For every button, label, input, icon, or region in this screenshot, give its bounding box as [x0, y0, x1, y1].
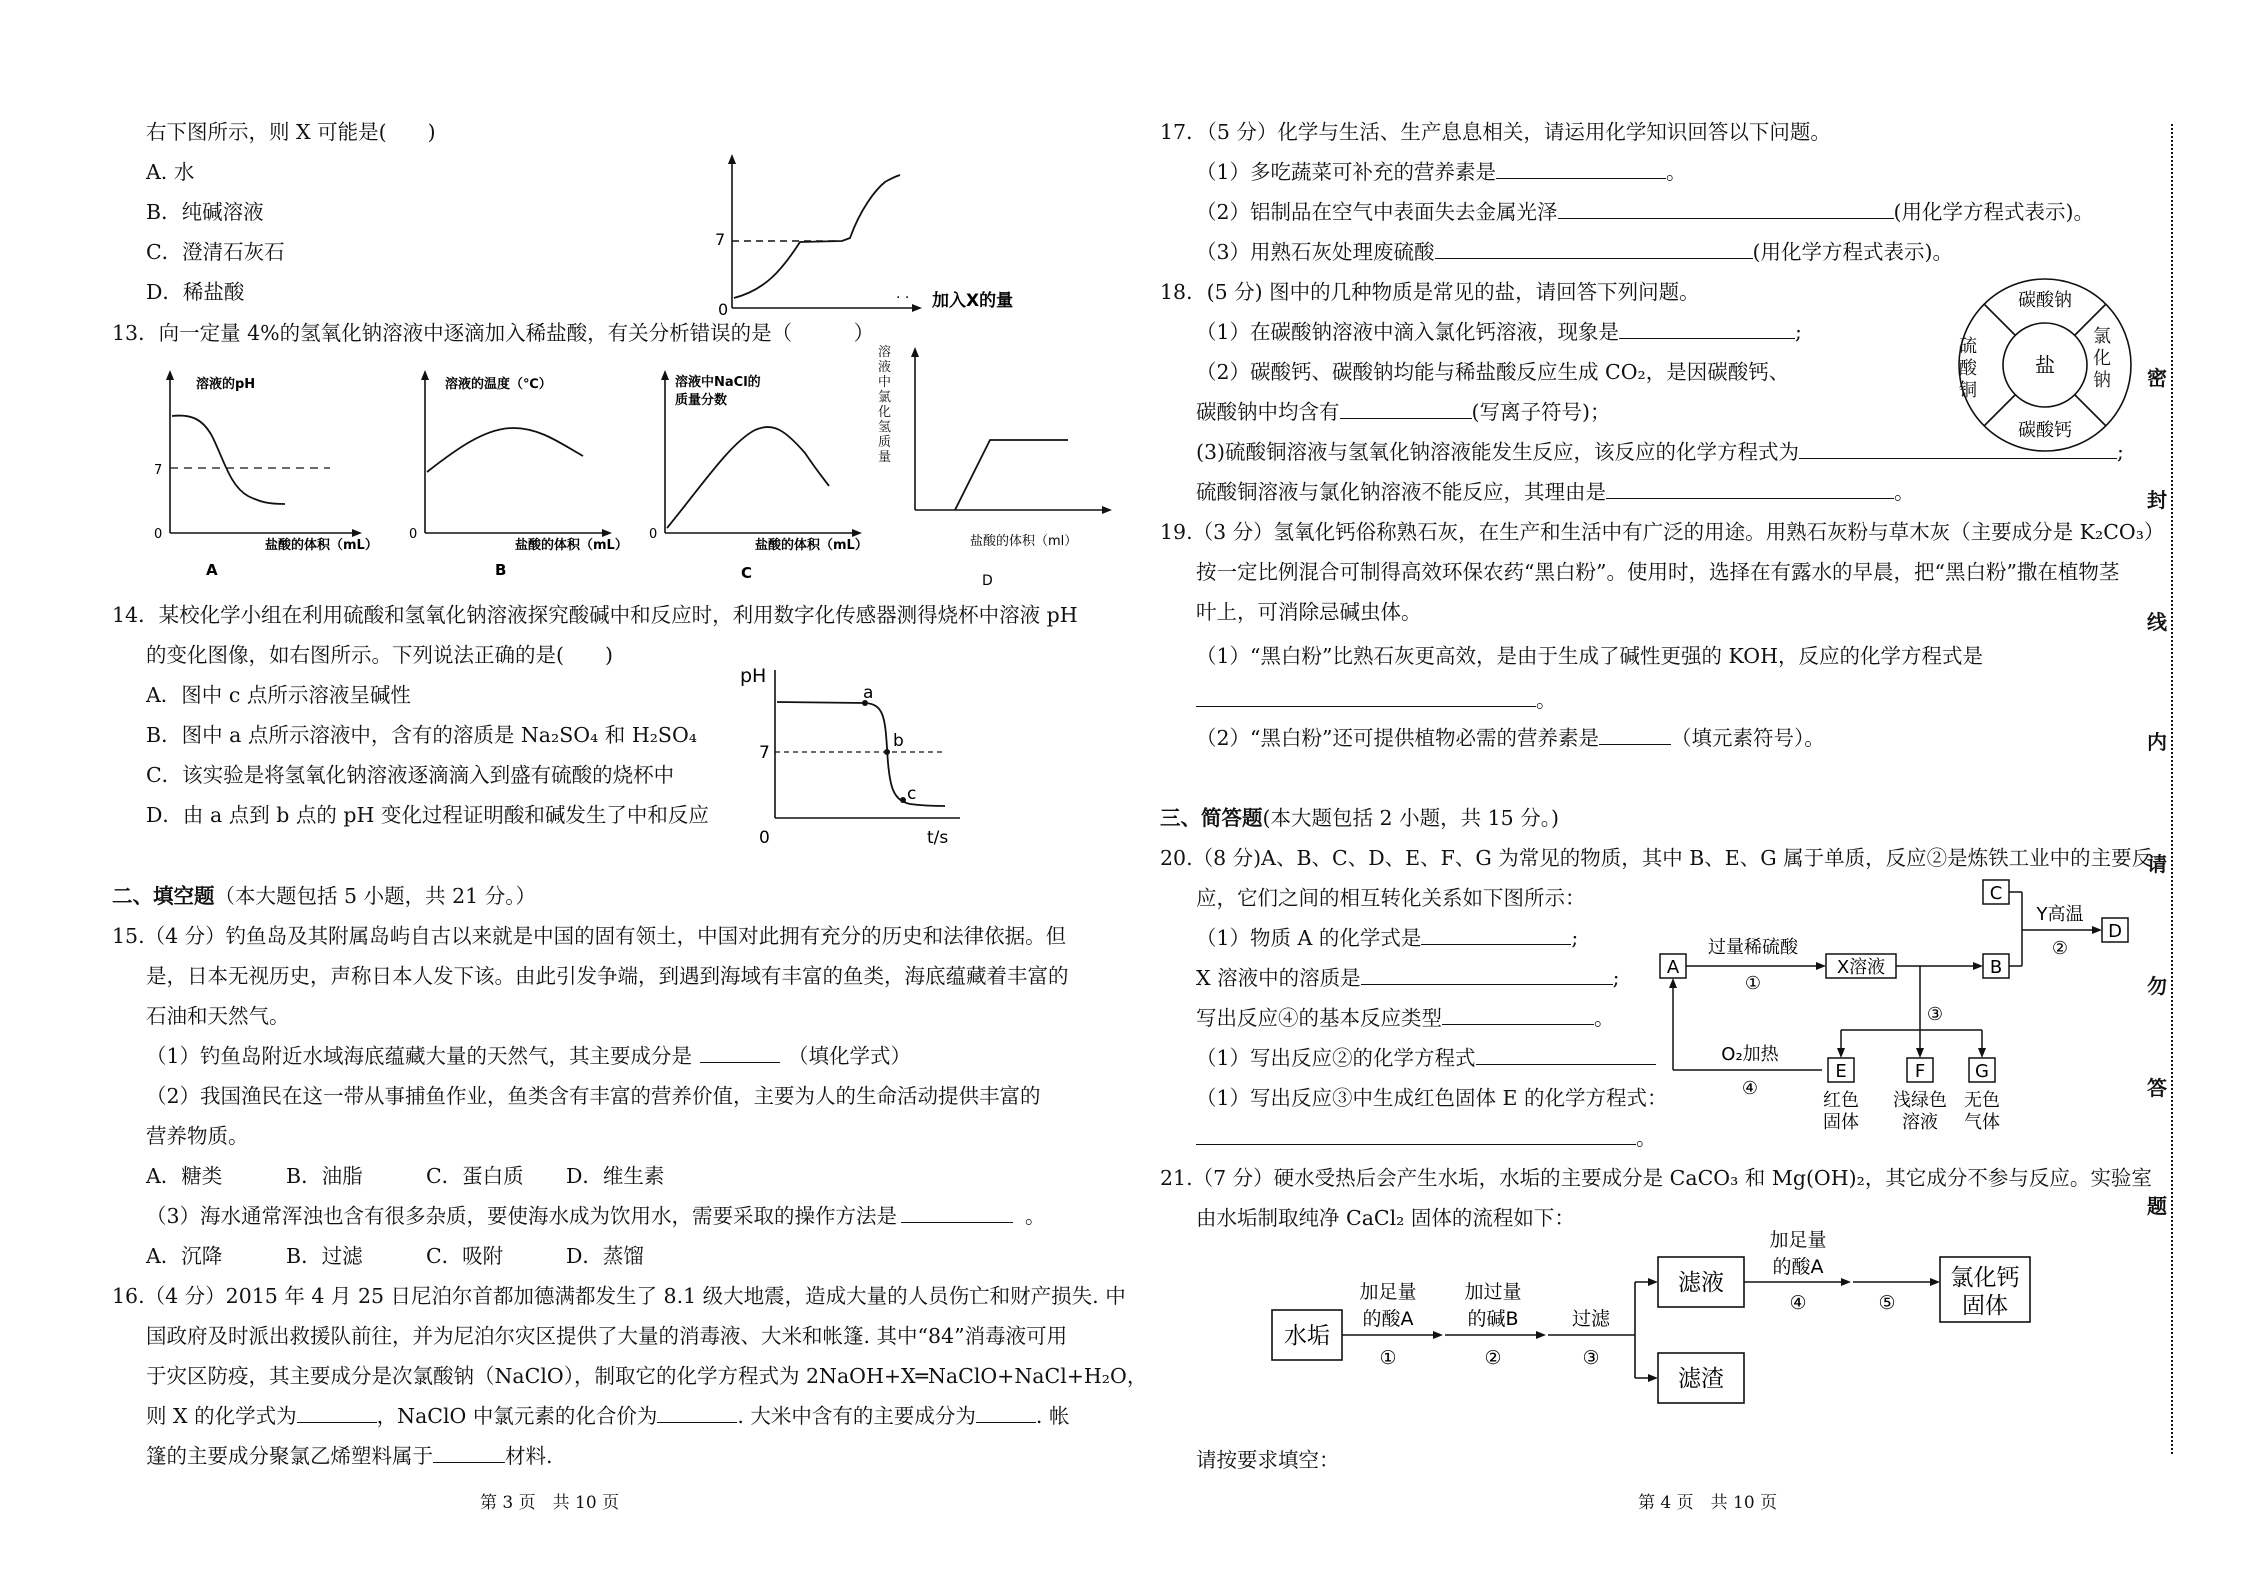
q15-sub-2: （2）我国渔民在这一带从事捕鱼作业，鱼类含有丰富的营养价值，主要为人的生命活动提供丰富的	[146, 1084, 1041, 1108]
seal-char-1: 密	[2147, 366, 2167, 390]
q17-line-1: 17．（5 分）化学与生活、生产息息相关，请运用化学知识回答以下问题。	[1160, 120, 1831, 144]
q13c-label: C	[741, 564, 753, 582]
q15-line-2: 是，日本无视历史，声称日本人发下该。由此引发争端，到遇到海域有丰富的鱼类，海底蕴藏着丰富的	[146, 964, 1069, 988]
q19-blank-1[interactable]	[1196, 682, 1536, 707]
q13b-origin: 0	[409, 527, 418, 542]
q14-option-d: D．由 a 点到 b 点的 pH 变化过程证明酸和碱发生了中和反应	[146, 803, 709, 827]
q12-dots: · ·	[896, 290, 910, 306]
q16-line-5	[146, 1436, 553, 1476]
q20-sub-2-text: X 溶液中的溶质是	[1196, 966, 1361, 990]
q15-line-3: 石油和天然气。	[146, 1004, 290, 1028]
seal-char-2: 封	[2147, 488, 2167, 512]
q12-ph-figure	[700, 150, 1030, 325]
q19-line-3: 叶上，可消除忌碱虫体。	[1196, 600, 1422, 624]
q13b-ylabel: 溶液的温度（℃）	[445, 377, 552, 392]
q15-option2-b: B．过滤	[286, 1244, 363, 1268]
q18-sub-3-text: (3)硫酸铜溶液与氢氧化钠溶液能发生反应，该反应的化学方程式为	[1196, 440, 1800, 464]
q15-option-c: C．蛋白质	[426, 1164, 524, 1188]
q20-blank-3[interactable]	[1442, 1000, 1594, 1025]
q13d-ylabel: 溶液中氯化氢质量	[878, 345, 892, 465]
q20-blank-5[interactable]	[1196, 1120, 1636, 1145]
q15-sub-3-tail: 。	[1025, 1204, 1046, 1228]
q21-num-2: ②	[1484, 1347, 1502, 1369]
q14-ph-figure	[735, 658, 975, 853]
seal-char-6: 勿	[2147, 974, 2167, 998]
page-footer-right: 第 4 页 共 10 页	[1638, 1493, 1778, 1513]
q20-sub-4-text: （1）写出反应②的化学方程式	[1196, 1046, 1476, 1070]
q21-step4-2: 的酸A	[1772, 1256, 1824, 1278]
section-3-title: 三、简答题	[1160, 806, 1263, 830]
q15-blank-1[interactable]	[700, 1038, 780, 1063]
q20-sub-5: （1）写出反应③中生成红色固体 E 的化学方程式：	[1196, 1086, 1668, 1110]
q15-option2-d: D．蒸馏	[566, 1244, 644, 1268]
q20-label-x: X溶液	[1836, 957, 1886, 978]
q20-sub-1-tail: ;	[1571, 926, 1579, 950]
q13c-origin: 0	[649, 527, 658, 542]
q18-blank-2[interactable]	[1340, 394, 1472, 419]
q20-g-desc-2: 气体	[1964, 1112, 2000, 1133]
q13a-label: A	[206, 561, 218, 579]
q12-origin: 0	[718, 300, 729, 319]
q20-flow-diagram	[1650, 870, 2140, 1140]
seal-char-4: 内	[2147, 730, 2167, 754]
q13c-ylabel2: 质量分数	[675, 393, 728, 408]
q20-reaction-1: 过量稀硫酸	[1708, 937, 1798, 958]
q18-sub-3-tail: ;	[2117, 440, 2124, 464]
q17-sub-2-text: （2）铝制品在空气中表面失去金属光泽	[1196, 200, 1558, 224]
q20-blank-2[interactable]	[1361, 960, 1613, 985]
q17-sub-1	[1196, 152, 1687, 192]
q20-sub-1	[1196, 918, 1578, 958]
q18-sub-1-text: （1）在碳酸钠溶液中滴入氯化钙溶液，现象是	[1196, 320, 1620, 344]
section-3-header	[1160, 798, 1559, 838]
section-2-header	[112, 876, 536, 916]
page-footer-left: 第 3 页 共 10 页	[480, 1493, 620, 1513]
q21-label-residue: 滤渣	[1678, 1366, 1724, 1392]
section-3-note: (本大题包括 2 小题，共 15 分。)	[1262, 806, 1559, 830]
q13a-origin: 0	[154, 527, 163, 542]
q14-option-a: A．图中 c 点所示溶液呈碱性	[146, 683, 411, 707]
q14-origin: 0	[759, 828, 770, 848]
q17-blank-1[interactable]	[1496, 154, 1666, 179]
q20-e-desc-1: 红色	[1823, 1090, 1859, 1111]
q20-label-e: E	[1835, 1061, 1847, 1082]
q20-sub-2	[1196, 958, 1620, 998]
q19-sub-1-answer	[1196, 680, 1557, 720]
q14-stem-1: 14．某校化学小组在利用硫酸和氢氧化钠溶液探究酸碱中和反应时，利用数字化传感器测得烧杯中溶液 pH	[112, 603, 1078, 627]
q17-sub-1-text: （1）多吃蔬菜可补充的营养素是	[1196, 160, 1497, 184]
q14-point-a: a	[863, 683, 874, 703]
q20-label-d: D	[2108, 921, 2122, 942]
q13a-xlabel: 盐酸的体积（mL）	[265, 538, 378, 553]
q21-line-1: 21.（7 分）硬水受热后会产生水垢，水垢的主要成分是 CaCO₃ 和 Mg(OH)₂，其它成分不参与反应。实验室	[1160, 1166, 2152, 1190]
q13a-curve	[172, 416, 285, 504]
q17-sub-3-tail: (用化学方程式表示)。	[1752, 240, 1954, 264]
q13-figure-b	[405, 368, 630, 588]
q17-sub-3	[1196, 232, 1953, 272]
q13-stem: 13．向一定量 4%的氢氧化钠溶液中逐滴加入稀盐酸，有关分析错误的是（ ）	[112, 321, 875, 345]
q16-l4c: . 大米中含有的主要成分为	[737, 1404, 976, 1428]
q17-sub-2	[1196, 192, 2094, 232]
q20-g-desc-1: 无色	[1964, 1090, 2000, 1111]
q19-sub-2-text: （2）“黑白粉”还可提供植物必需的营养素是	[1196, 726, 1600, 750]
q21-step2-2: 的碱B	[1467, 1308, 1519, 1330]
q13c-ylabel1: 溶液中NaCl的	[675, 375, 761, 390]
q18-blank-4[interactable]	[1606, 474, 1894, 499]
q21-line-2: 由水垢制取纯净 CaCl₂ 固体的流程如下：	[1196, 1206, 1575, 1230]
q18-sub-3c-text: 硫酸铜溶液与氯化钠溶液不能反应，其理由是	[1196, 480, 1606, 504]
q15-options-1	[146, 1156, 664, 1196]
q13c-curve	[667, 427, 829, 528]
q12-option-b: B．纯碱溶液	[146, 200, 264, 224]
q15-options-2	[146, 1236, 644, 1276]
q16-l4b: ，NaClO 中氯元素的化合价为	[376, 1404, 658, 1428]
q12-tick7: 7	[715, 230, 726, 249]
q14-xlabel: t/s	[927, 828, 949, 848]
q17-blank-3[interactable]	[1435, 234, 1753, 259]
seal-dotted-line	[2171, 124, 2173, 1454]
q17-sub-2-tail: (用化学方程式表示)。	[1893, 200, 2095, 224]
q20-sub-5-answer	[1196, 1118, 1657, 1158]
q20-sub-1-text: （1）物质 A 的化学式是	[1196, 926, 1422, 950]
q13-figure-d	[900, 345, 1125, 595]
q18-sub-1-tail: ;	[1795, 320, 1802, 344]
q21-num-5: ⑤	[1878, 1292, 1896, 1314]
q14-curve	[777, 702, 945, 806]
q15-sub-1-tail: （填化学式）	[788, 1044, 912, 1068]
q16-blank-1[interactable]	[297, 1398, 377, 1423]
q18-wheel-bottom: 碳酸钙	[2018, 420, 2072, 441]
q18-sub-1	[1196, 312, 1802, 352]
q21-label-cacl2-2: 固体	[1962, 1293, 2008, 1319]
q20-sub-4	[1196, 1038, 1656, 1078]
q20-num-1: ①	[1744, 973, 1762, 994]
q12-option-c: C．澄清石灰石	[146, 240, 285, 264]
q20-blank-4[interactable]	[1476, 1040, 1656, 1065]
q20-f-desc-2: 溶液	[1902, 1112, 1938, 1133]
q14-ylabel: pH	[740, 665, 767, 687]
q13a-tick7: 7	[154, 463, 163, 478]
q15-sub-2b: 营养物质。	[146, 1124, 249, 1148]
q18-wheel-top: 碳酸钠	[2018, 290, 2072, 311]
q16-blank-4[interactable]	[433, 1438, 505, 1463]
q15-option-b: B．油脂	[286, 1164, 363, 1188]
q13b-curve	[427, 428, 583, 472]
q14-stem-2: 的变化图像，如右图所示。下列说法正确的是( )	[146, 643, 613, 667]
q17-sub-1-tail: 。	[1666, 160, 1687, 184]
q21-num-4: ④	[1789, 1292, 1807, 1314]
q15-sub-3-text: （3）海水通常浑浊也含有很多杂质，要使海水成为饮用水，需要采取的操作方法是	[146, 1204, 898, 1228]
q12-tail: 右下图所示，则 X 可能是( )	[146, 120, 436, 144]
q14-option-c: C．该实验是将氢氧化钠溶液逐滴滴入到盛有硫酸的烧杯中	[146, 763, 675, 787]
q20-reaction-4: O₂加热	[1721, 1044, 1779, 1065]
q20-line-1: 20.（8 分)A、B、C、D、E、F、G 为常见的物质，其中 B、E、G 属于单质，反应②是炼铁工业中的主要反	[1160, 846, 2153, 870]
q18-sub-2b	[1196, 392, 1611, 432]
q15-blank-3[interactable]	[901, 1198, 1013, 1223]
q13b-label: B	[495, 561, 507, 579]
q21-tail: 请按要求填空：	[1196, 1448, 1340, 1472]
section-2-note: （本大题包括 5 小题，共 21 分。）	[214, 884, 536, 908]
q15-sub-1-text: （1）钓鱼岛附近水域海底蕴藏大量的天然气，其主要成分是	[146, 1044, 693, 1068]
section-2-title: 二、填空题	[112, 884, 215, 908]
q20-sub-2-tail: ;	[1612, 966, 1620, 990]
q20-label-c: C	[1989, 883, 2003, 904]
q12-option-d: D．稀盐酸	[146, 280, 245, 304]
q20-sub-3-tail: 。	[1594, 1006, 1615, 1030]
q19-line-2: 按一定比例混合可制得高效环保农药“黑白粉”。使用时，选择在有露水的早晨，把“黑白粉”撒在植物茎	[1196, 560, 2120, 584]
q20-e-desc-2: 固体	[1823, 1112, 1859, 1133]
q12-option-a: A. 水	[146, 160, 195, 184]
q20-num-3: ③	[1926, 1004, 1944, 1025]
q18-sub-2: （2）碳酸钙、碳酸钠均能与稀盐酸反应生成 CO₂，是因碳酸钙、	[1196, 360, 1790, 384]
q21-num-1: ①	[1379, 1347, 1397, 1369]
q18-wheel-right: 氯化钠	[2093, 326, 2111, 391]
q13d-label: D	[982, 573, 993, 589]
q16-line-3: 于灾区防疫，其主要成分是次氯酸钠（NaClO），制取它的化学方程式为 2NaOH+X═NaClO+NaCl+H₂O，	[146, 1364, 1148, 1388]
q20-line-2: 应，它们之间的相互转化关系如下图所示：	[1196, 886, 1586, 910]
q18-sub-3c-tail: 。	[1894, 480, 1915, 504]
q21-num-3: ③	[1582, 1347, 1600, 1369]
q20-num-2: ②	[2051, 938, 2069, 959]
q15-line-1: 15.（4 分）钓鱼岛及其附属岛屿自古以来就是中国的固有领土，中国对此拥有充分的历史和法律依据。但	[112, 924, 1067, 948]
q21-step2-1: 加过量	[1464, 1281, 1522, 1303]
q15-option2-c: C．吸附	[426, 1244, 504, 1268]
q15-option2-a: A．沉降	[146, 1244, 223, 1268]
q18-line-1: 18．(5 分) 图中的几种物质是常见的盐，请回答下列问题。	[1160, 280, 1700, 304]
q15-sub-3	[146, 1196, 1046, 1236]
q16-line-2: 国政府及时派出救援队前往，并为尼泊尔灾区提供了大量的消毒液、大米和帐篷. 其中“84”消毒液可用	[146, 1324, 1068, 1348]
q19-sub-2-tail: （填元素符号）。	[1671, 726, 1825, 750]
q21-step1-1: 加足量	[1359, 1281, 1417, 1303]
seal-char-7: 答	[2147, 1076, 2167, 1100]
q20-f-desc-1: 浅绿色	[1893, 1090, 1947, 1111]
q15-option-a: A．糖类	[146, 1164, 223, 1188]
q12-curve	[734, 175, 900, 298]
q20-num-4: ④	[1741, 1078, 1759, 1099]
q20-sub-3-text: 写出反应④的基本反应类型	[1196, 1006, 1442, 1030]
q20-sub-5-tail: 。	[1636, 1126, 1657, 1150]
seal-char-5: 请	[2147, 852, 2167, 876]
q16-l5b: 材料.	[505, 1444, 553, 1468]
q20-label-g: G	[1975, 1061, 1989, 1082]
q16-blank-3[interactable]	[976, 1398, 1036, 1423]
q20-blank-1[interactable]	[1421, 920, 1571, 945]
q19-line-1: 19.（3 分）氢氧化钙俗称熟石灰，在生产和生活中有广泛的用途。用熟石灰粉与草木灰（主要成分是 K₂CO₃）	[1160, 520, 2165, 544]
q16-l4d: . 帐	[1035, 1404, 1070, 1428]
q15-sub-1	[146, 1036, 911, 1076]
q21-step1-2: 的酸A	[1362, 1308, 1414, 1330]
q18-blank-1[interactable]	[1619, 314, 1795, 339]
q14-point-b: b	[893, 731, 904, 751]
q16-line-1: 16.（4 分）2015 年 4 月 25 日尼泊尔首都加德满都发生了 8.1 级大地震，造成大量的人员伤亡和财产损失. 中	[112, 1284, 1126, 1308]
q13a-ylabel: 溶液的pH	[196, 377, 256, 392]
q18-sub-3c	[1196, 472, 1915, 512]
q17-sub-3-text: （3）用熟石灰处理废硫酸	[1196, 240, 1435, 264]
q13b-xlabel: 盐酸的体积（mL）	[515, 538, 628, 553]
q12-xlabel: 加入X的量	[932, 291, 1014, 311]
q21-step3: 过滤	[1571, 1308, 1611, 1330]
q13-figure-a	[150, 368, 378, 588]
q14-point-c: c	[907, 784, 917, 804]
q16-blank-2[interactable]	[657, 1398, 737, 1423]
q18-sub-2b-tail: (写离子符号)；	[1471, 400, 1611, 424]
q14-option-b: B．图中 a 点所示溶液中，含有的溶质是 Na₂SO₄ 和 H₂SO₄	[146, 723, 697, 747]
q19-sub-1-tail: 。	[1536, 688, 1557, 712]
q20-label-a: A	[1666, 957, 1680, 978]
q20-reaction-2: Y高温	[2036, 904, 2084, 925]
q17-blank-2[interactable]	[1558, 194, 1894, 219]
q16-l4a: 则 X 的化学式为	[146, 1404, 297, 1428]
q19-blank-2[interactable]	[1599, 720, 1671, 745]
q16-line-4	[146, 1396, 1069, 1436]
q13d-curve	[955, 440, 1068, 510]
q19-sub-2	[1196, 718, 1825, 758]
q19-sub-1: （1）“黑白粉”比熟石灰更高效，是由于生成了碱性更强的 KOH，反应的化学方程式是	[1196, 644, 1983, 668]
q13-figure-c	[645, 368, 875, 588]
q20-sub-3	[1196, 998, 1615, 1038]
q14-tick7: 7	[759, 743, 770, 763]
q18-wheel-left: 硫酸铜	[1959, 336, 1977, 401]
q20-label-f: F	[1914, 1061, 1926, 1082]
q15-option-d: D．维生素	[566, 1164, 665, 1188]
q21-step4-1: 加足量	[1769, 1229, 1827, 1251]
q21-label-filtrate: 滤液	[1678, 1270, 1724, 1296]
q18-sub-2b-text: 碳酸钠中均含有	[1196, 400, 1340, 424]
q20-label-b: B	[1989, 957, 2003, 978]
q21-flow-diagram	[1255, 1225, 2035, 1430]
q21-label-cacl2-1: 氯化钙	[1950, 1265, 2020, 1291]
seal-char-3: 线	[2147, 610, 2167, 634]
q13d-xlabel: 盐酸的体积（ml）	[970, 534, 1078, 549]
q18-wheel-center: 盐	[2035, 353, 2055, 377]
q16-l5a: 篷的主要成分聚氯乙烯塑料属于	[146, 1444, 433, 1468]
q21-label-scale: 水垢	[1284, 1323, 1330, 1349]
seal-char-8: 题	[2147, 1194, 2167, 1218]
q13c-xlabel: 盐酸的体积（mL）	[755, 538, 868, 553]
